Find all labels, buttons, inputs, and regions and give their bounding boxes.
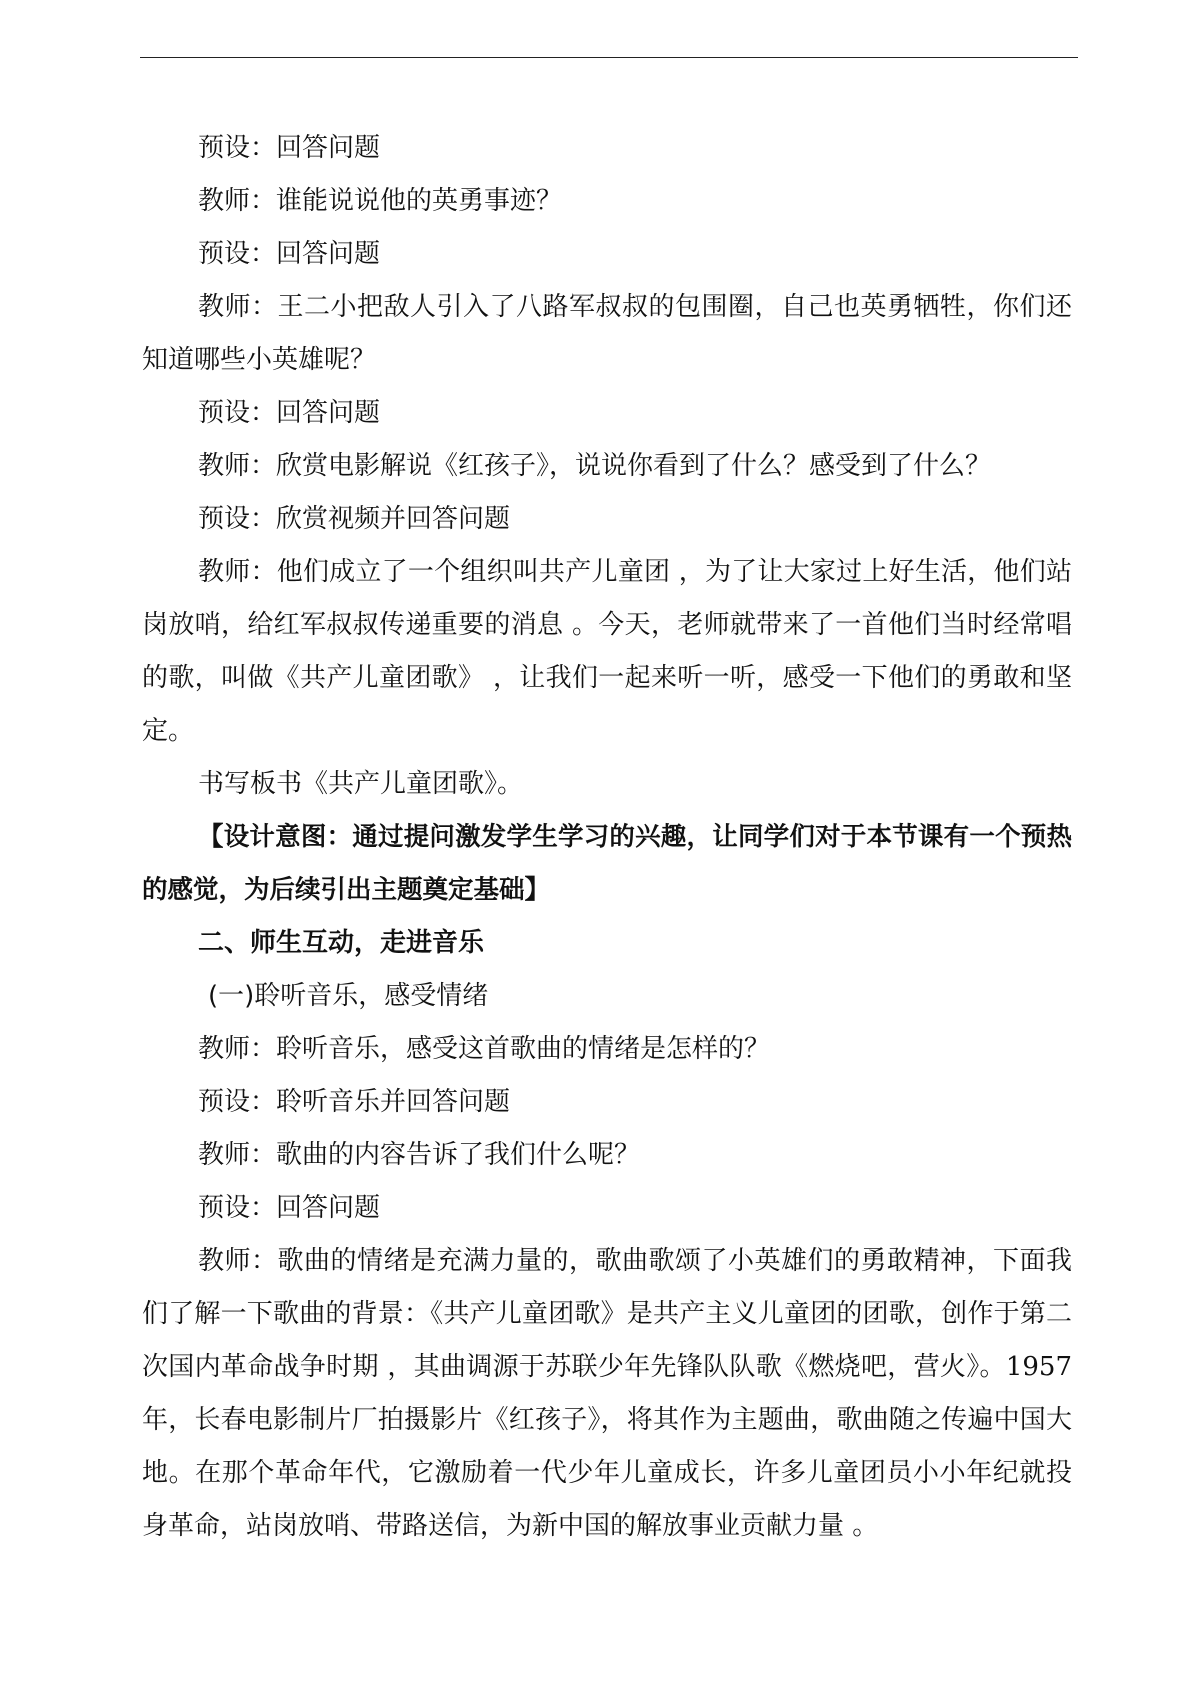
paragraph-preset-2: 预设：回答问题 — [198, 239, 381, 269]
paragraph-preset-5: 预设：聆听音乐并回答问题 — [198, 1087, 511, 1117]
paragraph-teacher-5: 教师：聆听音乐，感受这首歌曲的情绪是怎样的？ — [198, 1034, 771, 1064]
header-rule — [140, 57, 1078, 58]
paragraph-teacher-4: 教师：他们成立了一个组织叫共产儿童团 ，为了让大家过上好生活，他们站岗放哨，给红军叔叔传递重要的消息 。今天，老师就带来了一首他们当时经常唱的歌，叫做《共产儿童团歌》 ，让我们一起来听一听，感受一下他们的勇敢和坚定。 — [142, 557, 1072, 746]
design-intent: 【设计意图：通过提问激发学生学习的兴趣，让同学们对于本节课有一个预热的感觉，为后续引出主题奠定基础】 — [142, 822, 1072, 905]
paragraph-preset-1: 预设：回答问题 — [198, 133, 381, 163]
paragraph-teacher-7: 教师：歌曲的情绪是充满力量的，歌曲歌颂了小英雄们的勇敢精神，下面我们了解一下歌曲的背景：《共产儿童团歌》是共产主义儿童团的团歌，创作于第二次国内革命战争时期 ，其曲调源于苏联少年先锋队队歌《燃烧吧，营火》。1957 年，长春电影制片厂拍摄影片《红孩子》，将其作为主题曲，歌曲随之传遍中国大地。在那个革命年代，它激励着一代少年儿童成长，许多儿童团员小小年纪就投身革命，站岗放哨、带路送信，为新中国的解放事业贡献力量 。 — [142, 1246, 1072, 1541]
paragraph-preset-4: 预设：欣赏视频并回答问题 — [198, 504, 511, 534]
paragraph-preset-3: 预设：回答问题 — [198, 398, 381, 428]
paragraph-teacher-2: 教师：王二小把敌人引入了八路军叔叔的包围圈，自己也英勇牺牲，你们还知道哪些小英雄呢？ — [142, 292, 1072, 375]
section-subheading-2-1: (一)聆听音乐，感受情绪 — [208, 981, 489, 1011]
paragraph-preset-6: 预设：回答问题 — [198, 1193, 381, 1223]
paragraph-teacher-6: 教师：歌曲的内容告诉了我们什么呢？ — [198, 1140, 641, 1170]
section-heading-2: 二、师生互动，走进音乐 — [198, 928, 485, 958]
paragraph-teacher-3: 教师：欣赏电影解说《红孩子》，说说你看到了什么？感受到了什么？ — [198, 451, 992, 481]
paragraph-teacher-1: 教师：谁能说说他的英勇事迹？ — [198, 186, 563, 216]
document-body — [142, 122, 1072, 1553]
paragraph-blackboard: 书写板书《共产儿童团歌》。 — [198, 769, 524, 799]
